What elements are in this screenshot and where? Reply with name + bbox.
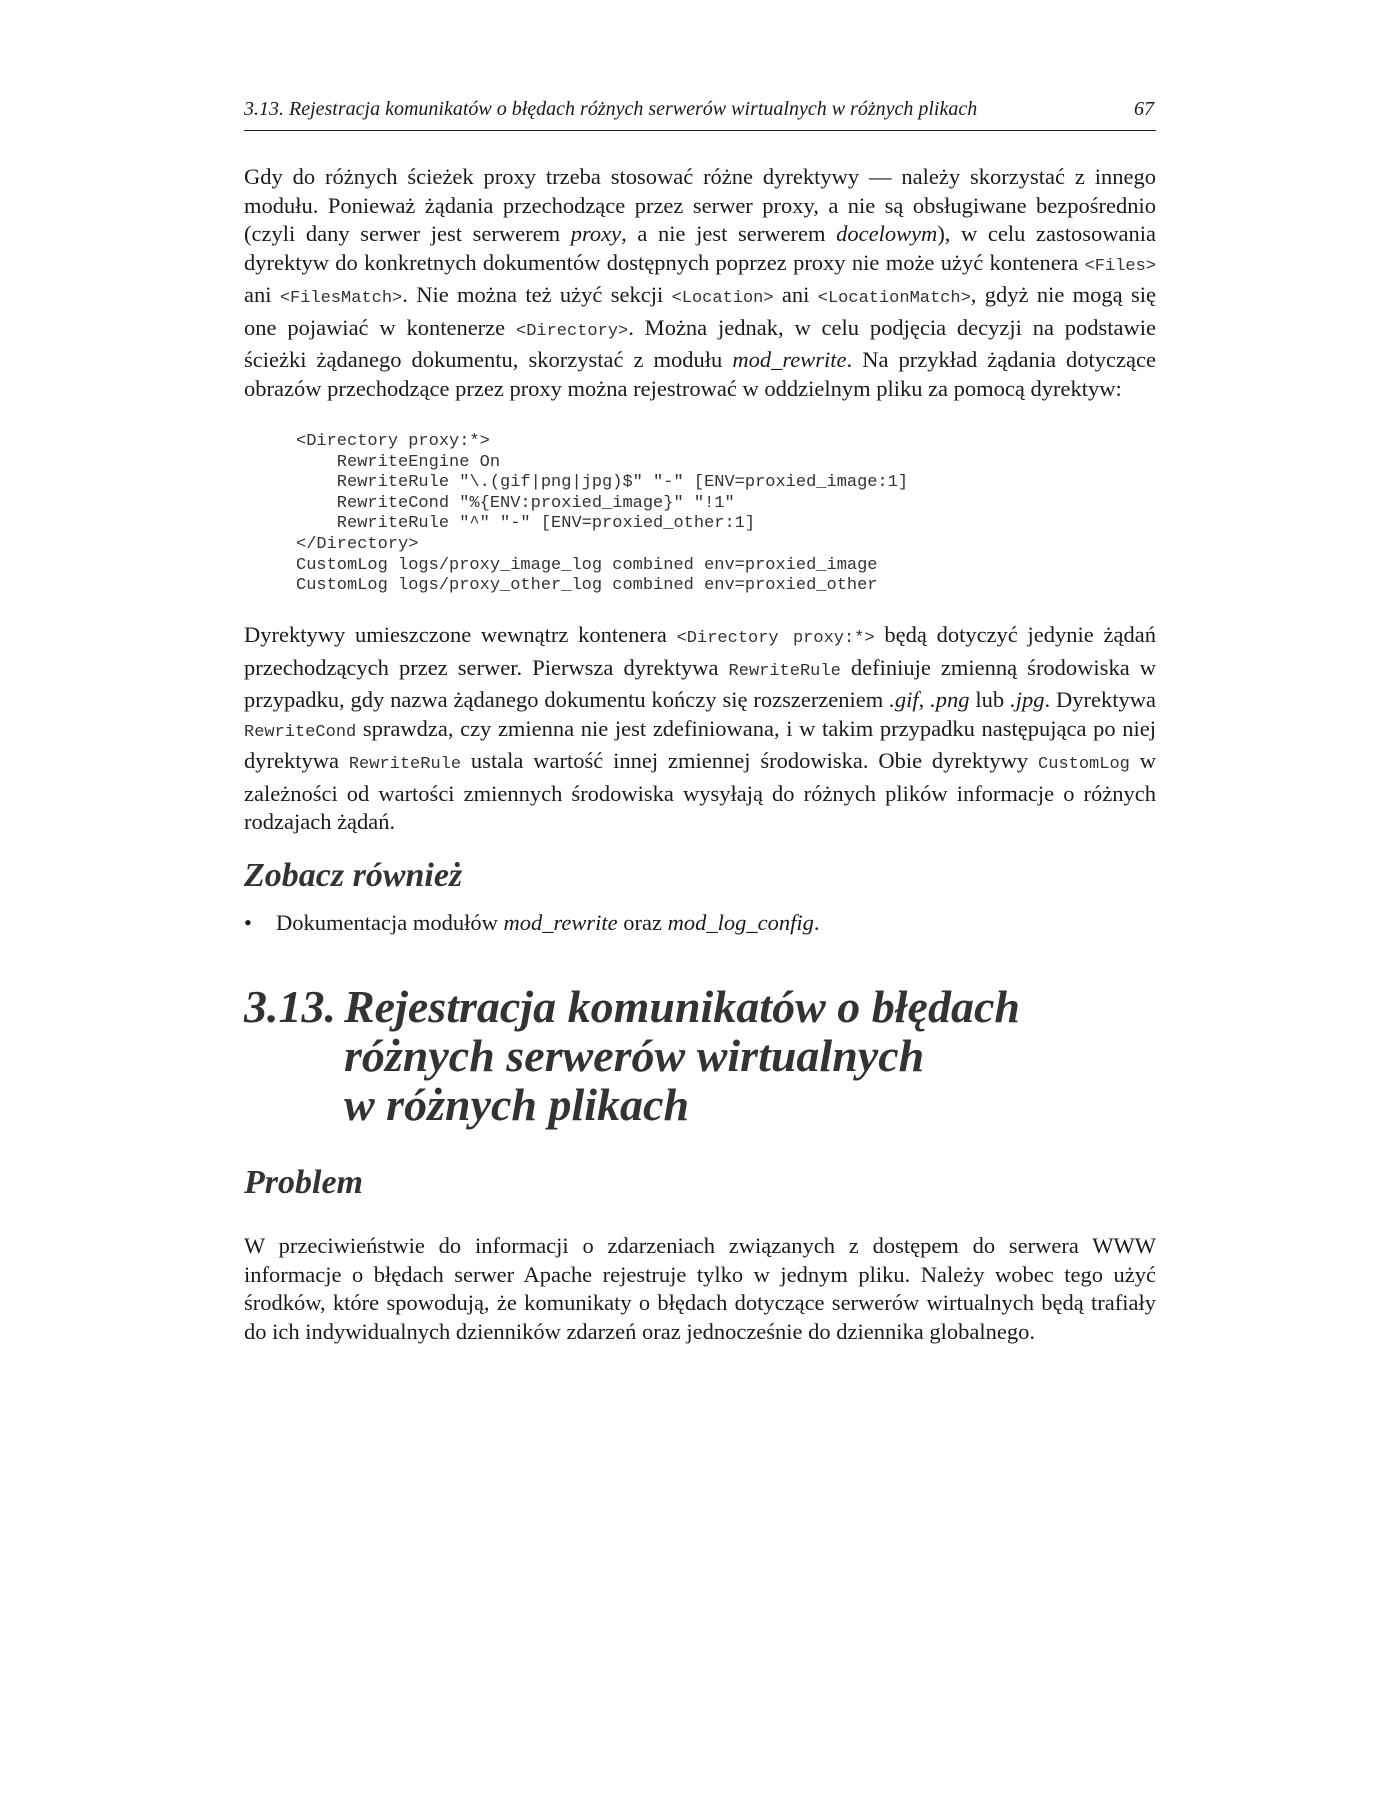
text-run: oraz: [617, 910, 668, 935]
text-run: . Dyrektywa: [1044, 687, 1157, 712]
code-location: <Location>: [671, 289, 774, 308]
chapter-title-line: w różnych plikach: [344, 1079, 690, 1130]
code-directory: <Directory>: [516, 321, 629, 341]
code-locationmatch: <LocationMatch>: [817, 289, 971, 308]
running-header-title: 3.13. Rejestracja komunikatów o błędach różnych serwerów wirtualnych w różnych plikach: [244, 98, 978, 120]
intro-paragraph: [244, 163, 1156, 403]
text-run: ), w celu zastosowania dyrektyw do konkretnych dokumentów dostępnych poprzez proxy nie może użyć kontenera: [244, 221, 1156, 275]
bullet-icon: •: [244, 910, 252, 935]
ext-jpg: .jpg: [1010, 687, 1045, 712]
text-run: . Nie można też użyć sekcji: [402, 282, 672, 307]
text-run: ani: [244, 282, 280, 307]
see-also-list: [244, 909, 819, 937]
term-mod-rewrite: mod_rewrite: [503, 910, 618, 935]
term-mod-rewrite: mod_rewrite: [732, 347, 847, 372]
text-run: . Na przykład żądania dotyczące obrazów przechodzące przez proxy można rejestrować w oddzielnym pliku za pomocą dyrektyw:: [244, 347, 1156, 401]
page-number: 67: [1134, 98, 1154, 120]
code-listing: <Directory proxy:*> RewriteEngine On RewriteRule "\.(gif|png|jpg)$" "-" [ENV=proxied_image:1] RewriteCond "%{ENV:proxied_image}" "!1" RewriteRule "^" "-" [ENV=proxied_other:1] </Directory> CustomLog logs/proxy_image_log combined env=proxied_image CustomLog logs/proxy_other_log combined env=proxied_other: [296, 432, 909, 596]
term-docelowym: docelowym: [836, 221, 938, 246]
problem-paragraph: W przeciwieństwie do informacji o zdarzeniach związanych z dostępem do serwera WWW informacje o błędach serwer Apache rejestruje tylko w jednym pliku. Należy wobec tego użyć środków, które spowodują, że komunikaty o błędach dotyczące serwerów wirtualnych będą trafiały do ich indywidualnych dzienników zdarzeń oraz jednocześnie do dziennika globalnego.: [244, 1233, 1156, 1344]
term-proxy: proxy: [570, 221, 622, 246]
text-run: w zależności od wartości zmiennych środowiska wysyłają do różnych plików informacje o różnych rodzajach żądań.: [244, 748, 1156, 834]
text-run: definiuje zmienną środowiska w przypadku, gdy nazwa żądanego dokumentu kończy się rozszerzeniem: [244, 654, 1157, 712]
text-run: .: [813, 910, 820, 935]
chapter-title: [344, 982, 1104, 1129]
code-customlog: CustomLog: [1038, 755, 1130, 774]
text-run: . Można jednak, w celu podjęcia decyzji na podstawie ścieżki żądanego dokumentu, skorzystać z modułu: [244, 314, 1156, 372]
text-run: , a nie jest serwerem: [621, 221, 837, 246]
list-item: [244, 909, 819, 937]
text-run: ,: [918, 687, 931, 712]
chapter-number: 3.13.: [244, 981, 336, 1032]
code-rewriterule: RewriteRule: [348, 755, 462, 774]
text-run: Gdy do różnych ścieżek proxy trzeba stosować różne dyrektywy — należy skorzystać z innego modułu. Ponieważ żądania przechodzące przez serwer proxy, a nie są obsługiwane bezpośrednio (czyli dany serwer jest serwerem: [244, 164, 1156, 246]
term-mod-log-config: mod_log_config: [667, 910, 814, 935]
text-run: ani: [773, 282, 818, 307]
text-run: , gdyż nie mogą się one pojawiać w kontenerze: [244, 282, 1156, 340]
chapter-title-line: różnych serwerów wirtualnych: [344, 1030, 925, 1081]
code-directory-proxy: <Directory proxy:*>: [676, 629, 875, 648]
explanation-paragraph: [244, 621, 1156, 837]
chapter-title-line: Rejestracja komunikatów o błędach: [344, 981, 1020, 1032]
see-also-heading: Zobacz również: [244, 857, 463, 894]
ext-gif: .gif: [889, 687, 919, 712]
ext-png: .png: [930, 687, 970, 712]
problem-heading: Problem: [244, 1164, 363, 1201]
code-filesmatch: <FilesMatch>: [279, 289, 403, 308]
code-rewriterule: RewriteRule: [728, 661, 841, 681]
text-run: lub: [969, 687, 1011, 712]
text-run: będą dotyczyć jedynie żądań przechodzących przez serwer. Pierwsza dyrektywa: [244, 622, 1156, 680]
text-run: sprawdza, czy zmienna nie jest zdefiniowana, i w takim przypadku następująca po niej dyrektywa: [244, 715, 1156, 773]
code-files: <Files>: [1084, 256, 1156, 276]
code-rewritecond: RewriteCond: [244, 722, 357, 742]
text-run: Dyrektywy umieszczone wewnątrz kontenera: [244, 622, 677, 647]
text-run: Dokumentacja modułów: [276, 910, 504, 935]
running-header: [244, 96, 1156, 131]
text-run: ustala wartość innej zmiennej środowiska. Obie dyrektywy: [461, 748, 1039, 773]
